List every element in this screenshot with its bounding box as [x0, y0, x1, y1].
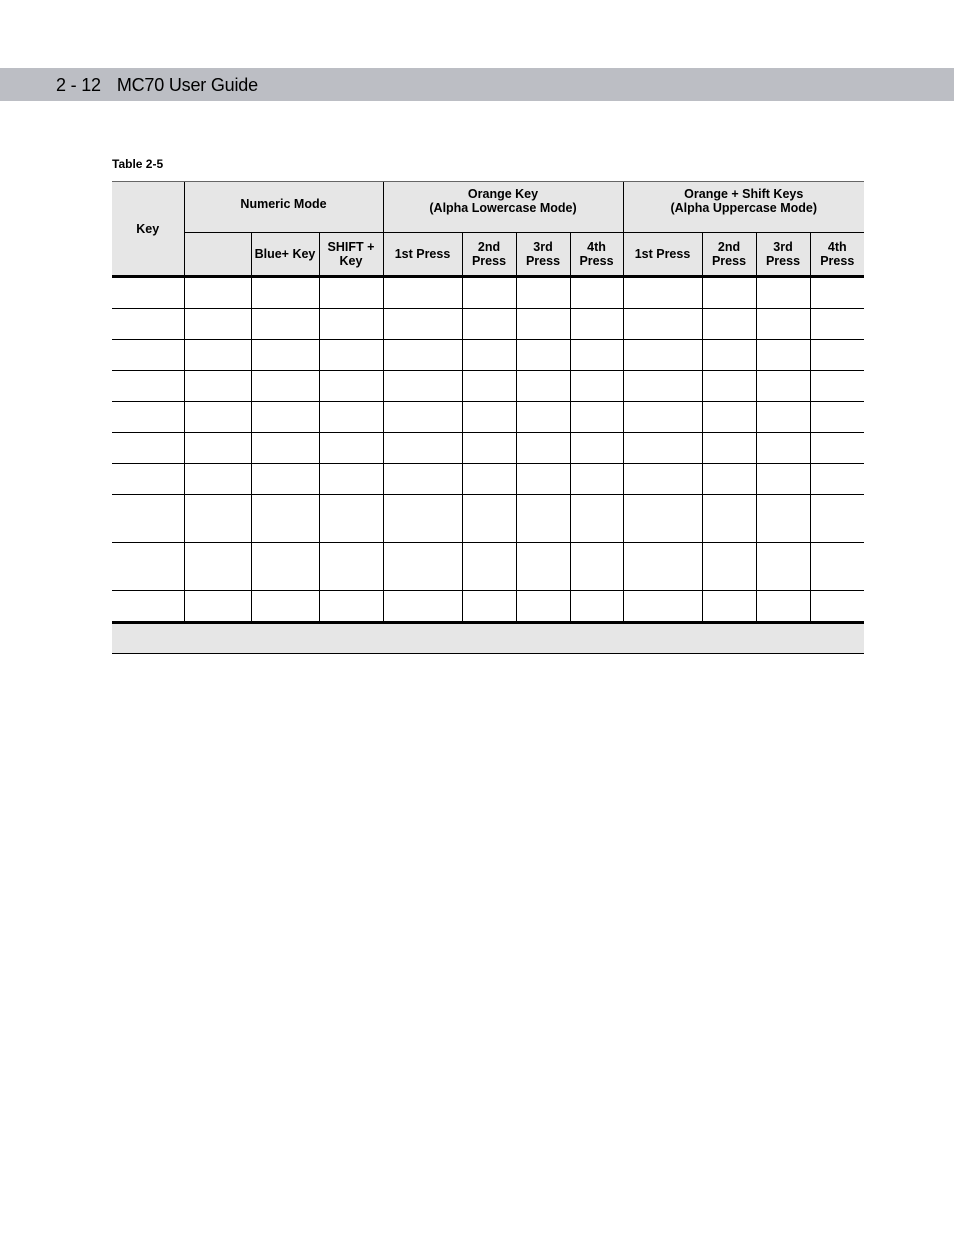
document-title: MC70 User Guide [116, 75, 258, 95]
table-cell [570, 309, 623, 340]
table-cell [516, 433, 570, 464]
table-cell [184, 340, 251, 371]
table-cell [184, 433, 251, 464]
table-cell [462, 371, 516, 402]
table-cell [319, 277, 383, 309]
orange-key-title: Orange Key [467, 187, 539, 201]
table-cell [756, 371, 810, 402]
orange-3rd-press-header: 3rd Press [516, 233, 570, 277]
table-cell [516, 277, 570, 309]
table-row [112, 371, 864, 402]
table-cell [184, 495, 251, 543]
page-header-band [0, 68, 954, 101]
table-cell [810, 340, 864, 371]
table-cell [516, 591, 570, 623]
shift-key-col-header: SHIFT + Key [319, 233, 383, 277]
table-cell [184, 402, 251, 433]
table-cell [462, 277, 516, 309]
table-cell [251, 495, 319, 543]
table-cell [112, 433, 184, 464]
table-cell [112, 277, 184, 309]
table-cell [623, 543, 702, 591]
table-cell [810, 495, 864, 543]
table-cell [623, 591, 702, 623]
table-cell [112, 543, 184, 591]
table-cell [462, 340, 516, 371]
table-cell [383, 495, 462, 543]
table-row [112, 340, 864, 371]
table-cell [516, 371, 570, 402]
orange-shift-subtitle: (Alpha Uppercase Mode) [670, 201, 818, 215]
orange-shift-2nd-press-header: 2nd Press [702, 233, 756, 277]
orange-shift-4th-press-header: 4th Press [810, 233, 864, 277]
table-cell [462, 433, 516, 464]
orange-4th-press-header: 4th Press [570, 233, 623, 277]
table-cell [756, 340, 810, 371]
table-cell [184, 277, 251, 309]
table-cell [383, 591, 462, 623]
table-cell [319, 433, 383, 464]
table-cell [623, 309, 702, 340]
table-cell [516, 543, 570, 591]
table-cell [251, 543, 319, 591]
table-cell [702, 402, 756, 433]
table-cell [319, 309, 383, 340]
table-cell [383, 402, 462, 433]
table-row [112, 495, 864, 543]
table-cell [623, 433, 702, 464]
table-cell [319, 464, 383, 495]
table-cell [570, 543, 623, 591]
table-cell [383, 371, 462, 402]
table-cell [516, 309, 570, 340]
table-footer-row [112, 623, 864, 654]
table-cell [623, 277, 702, 309]
table-cell [570, 402, 623, 433]
table-cell [810, 402, 864, 433]
table-cell [251, 591, 319, 623]
table-cell [570, 591, 623, 623]
table-cell [756, 591, 810, 623]
table-row [112, 309, 864, 340]
table-cell [462, 464, 516, 495]
table-cell [462, 495, 516, 543]
table-cell [570, 464, 623, 495]
table-cell [756, 402, 810, 433]
table-row [112, 433, 864, 464]
key-column-header: Key [112, 182, 184, 277]
table-cell [702, 591, 756, 623]
table-cell [516, 495, 570, 543]
table-cell [623, 371, 702, 402]
table-cell [570, 495, 623, 543]
table-cell [184, 371, 251, 402]
table-cell [112, 464, 184, 495]
table-cell [810, 371, 864, 402]
table-cell [383, 340, 462, 371]
orange-2nd-press-header: 2nd Press [462, 233, 516, 277]
table-cell [383, 309, 462, 340]
table-cell [251, 402, 319, 433]
table-row [112, 591, 864, 623]
table-cell [570, 433, 623, 464]
table-cell [570, 371, 623, 402]
table-cell [112, 402, 184, 433]
table-row [112, 543, 864, 591]
table-cell [756, 433, 810, 464]
table-cell [810, 433, 864, 464]
table-cell [702, 495, 756, 543]
table-cell [251, 371, 319, 402]
orange-1st-press-header: 1st Press [383, 233, 462, 277]
table-cell [184, 543, 251, 591]
table-cell [810, 591, 864, 623]
table-cell [462, 543, 516, 591]
table-caption: Table 2-5 [112, 157, 164, 171]
table-cell [251, 309, 319, 340]
table-row [112, 277, 864, 309]
table-cell [756, 495, 810, 543]
table-cell [383, 433, 462, 464]
table-cell [702, 464, 756, 495]
table-cell [810, 464, 864, 495]
key-mapping-table [112, 181, 864, 654]
table-cell [184, 464, 251, 495]
blue-key-col-header: Blue+ Key [251, 233, 319, 277]
table-cell [702, 309, 756, 340]
table-cell [319, 495, 383, 543]
table-cell [319, 591, 383, 623]
table-cell [702, 277, 756, 309]
table-cell [516, 402, 570, 433]
table-cell [112, 340, 184, 371]
table-cell [623, 464, 702, 495]
table-cell [319, 371, 383, 402]
table-cell [623, 495, 702, 543]
table-footer-note [112, 623, 864, 654]
table-cell [623, 402, 702, 433]
table-cell [756, 464, 810, 495]
table-cell [184, 309, 251, 340]
table-cell [462, 591, 516, 623]
table-cell [251, 277, 319, 309]
table-cell [810, 277, 864, 309]
table-cell [570, 277, 623, 309]
orange-shift-1st-press-header: 1st Press [623, 233, 702, 277]
table-cell [702, 543, 756, 591]
table-cell [112, 495, 184, 543]
table-cell [462, 402, 516, 433]
table-cell [462, 309, 516, 340]
table-cell [516, 464, 570, 495]
table-cell [112, 309, 184, 340]
numeric-col-header [184, 233, 251, 277]
table-cell [184, 591, 251, 623]
table-row [112, 402, 864, 433]
page-number: 2 - 12 [56, 75, 101, 95]
table-cell [383, 543, 462, 591]
table-cell [319, 340, 383, 371]
numeric-mode-header: Numeric Mode [184, 182, 383, 233]
table-row [112, 464, 864, 495]
table-cell [623, 340, 702, 371]
table-cell [516, 340, 570, 371]
orange-shift-header [623, 182, 864, 233]
table-cell [383, 277, 462, 309]
table-cell [319, 402, 383, 433]
orange-shift-title: Orange + Shift Keys [684, 187, 804, 201]
table-cell [112, 591, 184, 623]
table-cell [756, 543, 810, 591]
orange-shift-3rd-press-header: 3rd Press [756, 233, 810, 277]
table-cell [756, 277, 810, 309]
table-cell [251, 340, 319, 371]
orange-key-header [383, 182, 623, 233]
table-cell [251, 433, 319, 464]
table-cell [570, 340, 623, 371]
page-header [56, 68, 258, 101]
table-cell [810, 543, 864, 591]
table-cell [251, 464, 319, 495]
table-cell [702, 340, 756, 371]
table-cell [383, 464, 462, 495]
table-cell [702, 371, 756, 402]
table-cell [112, 371, 184, 402]
table-cell [810, 309, 864, 340]
table-cell [319, 543, 383, 591]
table-cell [756, 309, 810, 340]
table-cell [702, 433, 756, 464]
orange-key-subtitle: (Alpha Lowercase Mode) [429, 201, 577, 215]
